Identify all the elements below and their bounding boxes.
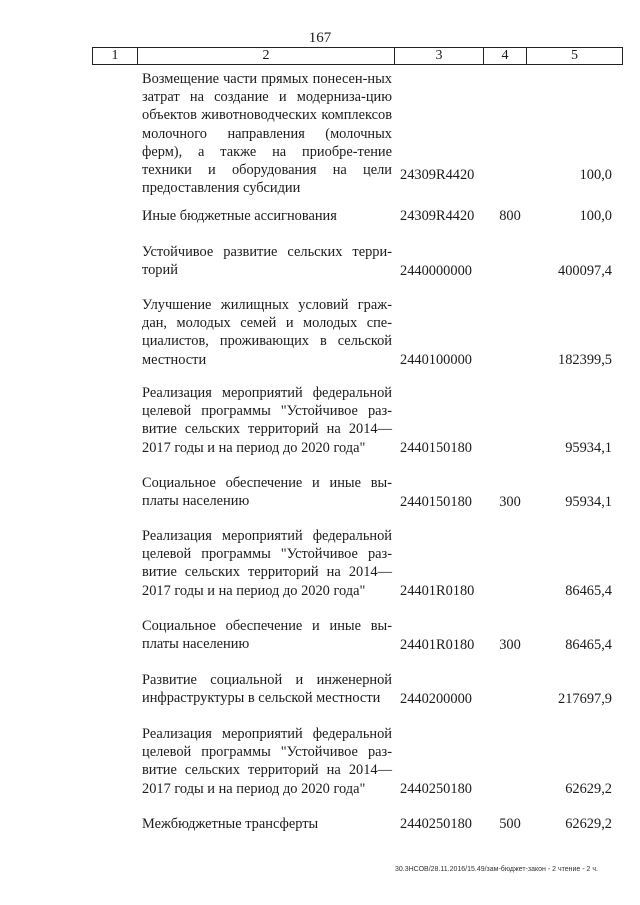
row-name: Реализация мероприятий федеральной целевой программы "Устойчивое раз-витие сельских территорий на 2014—2017 годы и на период до 2020 года" (142, 528, 392, 599)
row-amount: 62629,2 (565, 780, 612, 797)
row-amount: 100,0 (579, 207, 612, 224)
table-row (0, 384, 640, 457)
row-code: 2440250180 (400, 780, 472, 797)
table-row (0, 725, 640, 798)
row-code: 2440000000 (400, 262, 472, 279)
row-name: Устойчивое развитие сельских терри-торий (142, 244, 392, 279)
column-header-4: 4 (484, 48, 527, 65)
row-name: Межбюджетные трансферты (142, 816, 319, 832)
row-name: Развитие социальной и инженерной инфраструктуры в сельской местности (142, 672, 392, 707)
row-name: Социальное обеспечение и иные вы-платы населению (142, 618, 392, 653)
column-header-2: 2 (138, 48, 395, 65)
row-amount: 95934,1 (565, 493, 612, 510)
table-row (0, 70, 640, 197)
row-amount: 95934,1 (565, 439, 612, 456)
row-type: 300 (499, 493, 521, 510)
row-name: Иные бюджетные ассигнования (142, 208, 337, 224)
row-code: 2440150180 (400, 493, 472, 510)
row-type: 300 (499, 636, 521, 653)
table-row (0, 207, 640, 225)
row-code: 24401R0180 (400, 636, 475, 653)
row-amount: 217697,9 (558, 690, 612, 707)
row-name: Улучшение жилищных условий граж-дан, молодых семей и молодых спе-циалистов, проживающих в сельской местности (142, 297, 392, 368)
row-name: Социальное обеспечение и иные вы-платы населению (142, 475, 392, 510)
table-row (0, 527, 640, 600)
column-header-5: 5 (527, 48, 623, 65)
row-name: Реализация мероприятий федеральной целевой программы "Устойчивое раз-витие сельских территорий на 2014—2017 годы и на период до 2020 года" (142, 385, 392, 456)
table-row (0, 296, 640, 369)
row-code: 24309R4420 (400, 166, 475, 183)
column-header-row (93, 48, 623, 65)
row-amount: 62629,2 (565, 815, 612, 832)
row-code: 2440200000 (400, 690, 472, 707)
table-row (0, 243, 640, 280)
row-type: 500 (499, 815, 521, 832)
table-row (0, 671, 640, 708)
row-code: 24401R0180 (400, 582, 475, 599)
row-name: Возмещение части прямых понесен-ных затрат на создание и модерниза-цию объектов животноводческих комплексов молочного направления (молочных ферм), а также на приобре-тение техники и оборудования на цели предоставления субсидии (142, 71, 392, 197)
table-row (0, 474, 640, 511)
row-amount: 182399,5 (558, 351, 612, 368)
table-row (0, 815, 640, 833)
row-amount: 86465,4 (565, 636, 612, 653)
row-type: 800 (499, 207, 521, 224)
table-row (0, 617, 640, 654)
page-number: 167 (308, 30, 332, 46)
row-code: 2440250180 (400, 815, 472, 832)
document-footer-note: 30.3НСОВ/28.11.2016/15.49/зам-бюджет-закон - 2 чтение - 2 ч. (395, 866, 598, 873)
row-amount: 400097,4 (558, 262, 612, 279)
row-amount: 100,0 (579, 166, 612, 183)
column-header-1: 1 (93, 48, 138, 65)
row-code: 2440100000 (400, 351, 472, 368)
row-code: 24309R4420 (400, 207, 475, 224)
column-header-3: 3 (395, 48, 484, 65)
row-code: 2440150180 (400, 439, 472, 456)
row-name: Реализация мероприятий федеральной целевой программы "Устойчивое раз-витие сельских территорий на 2014—2017 годы и на период до 2020 года" (142, 726, 392, 797)
column-header-table (92, 47, 623, 65)
row-amount: 86465,4 (565, 582, 612, 599)
